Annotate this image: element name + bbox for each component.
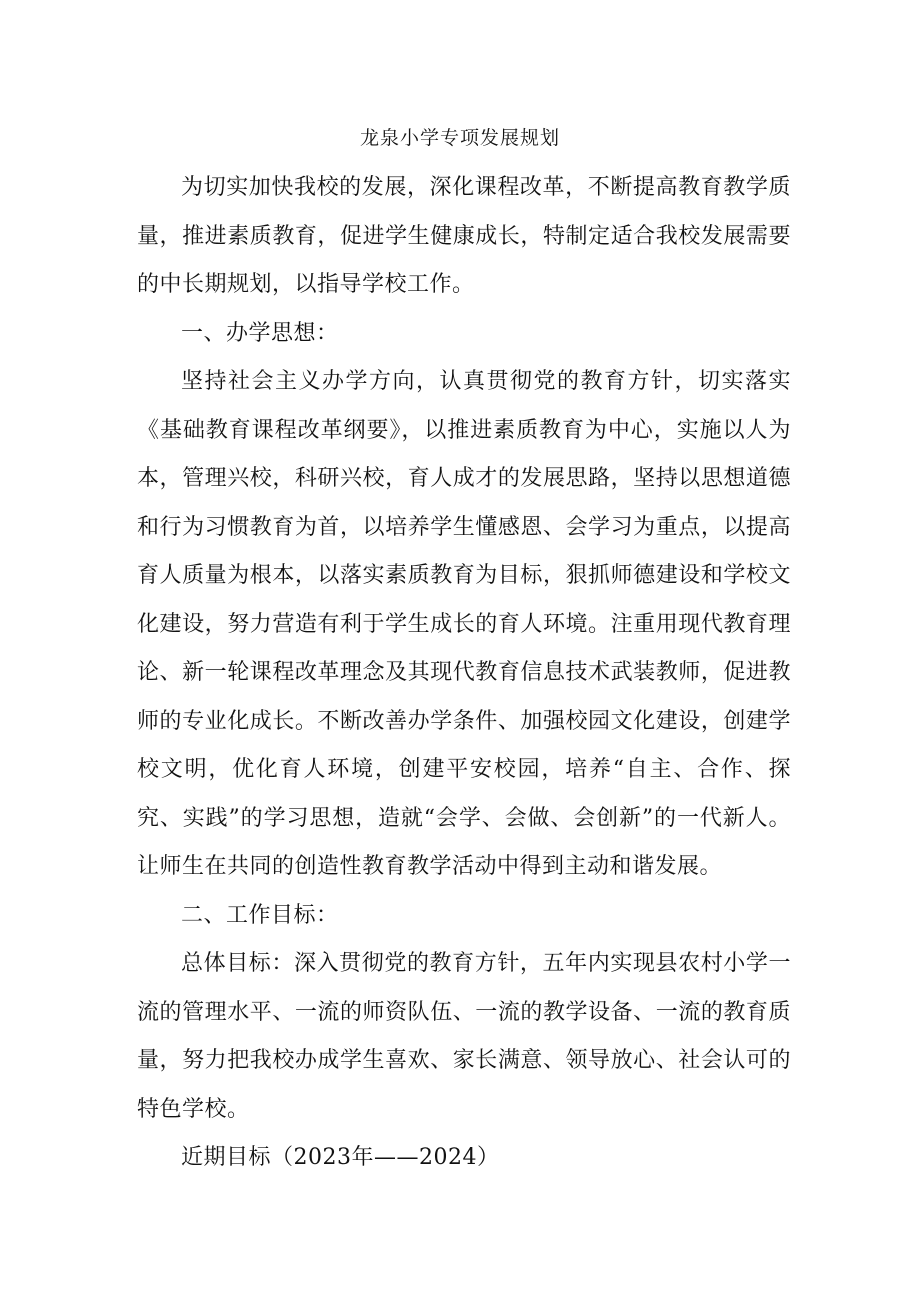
section-1-heading: 一、办学思想：	[181, 320, 339, 346]
section-2-paragraph: 总体目标：深入贯彻党的教育方针，五年内实现县农村小学一流的管理水平、一流的师资队伍、一流的教学设备、一流的教育质量，努力把我校办成学生喜欢、家长满意、领导放心、社会认可的特色学校。	[137, 951, 791, 1122]
near-term-goals-heading: 近期目标（2023年——2024）	[181, 1145, 500, 1170]
document-title: 龙泉小学专项发展规划	[359, 127, 560, 149]
section-2-heading: 二、工作目标：	[181, 902, 339, 928]
document-body	[137, 164, 791, 1183]
intro-paragraph: 为切实加快我校的发展，深化课程改革，不断提高教育教学质量，推进素质教育，促进学生健康成长，特制定适合我校发展需要的中长期规划，以指导学校工作。	[137, 175, 791, 297]
section-1-paragraph: 坚持社会主义办学方向，认真贯彻党的教育方针，切实落实《基础教育课程改革纲要》，以推进素质教育为中心，实施以人为本，管理兴校，科研兴校，育人成才的发展思路，坚持以思想道德和行为习惯教育为首，以培养学生懂感恩、会学习为重点，以提高育人质量为根本，以落实素质教育为目标，狠抓师德建设和学校文化建设，努力营造有利于学生成长的育人环境。注重用现代教育理论、新一轮课程改革理念及其现代教育信息技术武装教师，促进教师的专业化成长。不断改善办学条件、加强校园文化建设，创建学校文明，优化育人环境，创建平安校园，培养“自主、合作、探究、实践”的学习思想，造就“会学、会做、会创新”的一代新人。让师生在共同的创造性教育教学活动中得到主动和谐发展。	[137, 369, 791, 879]
